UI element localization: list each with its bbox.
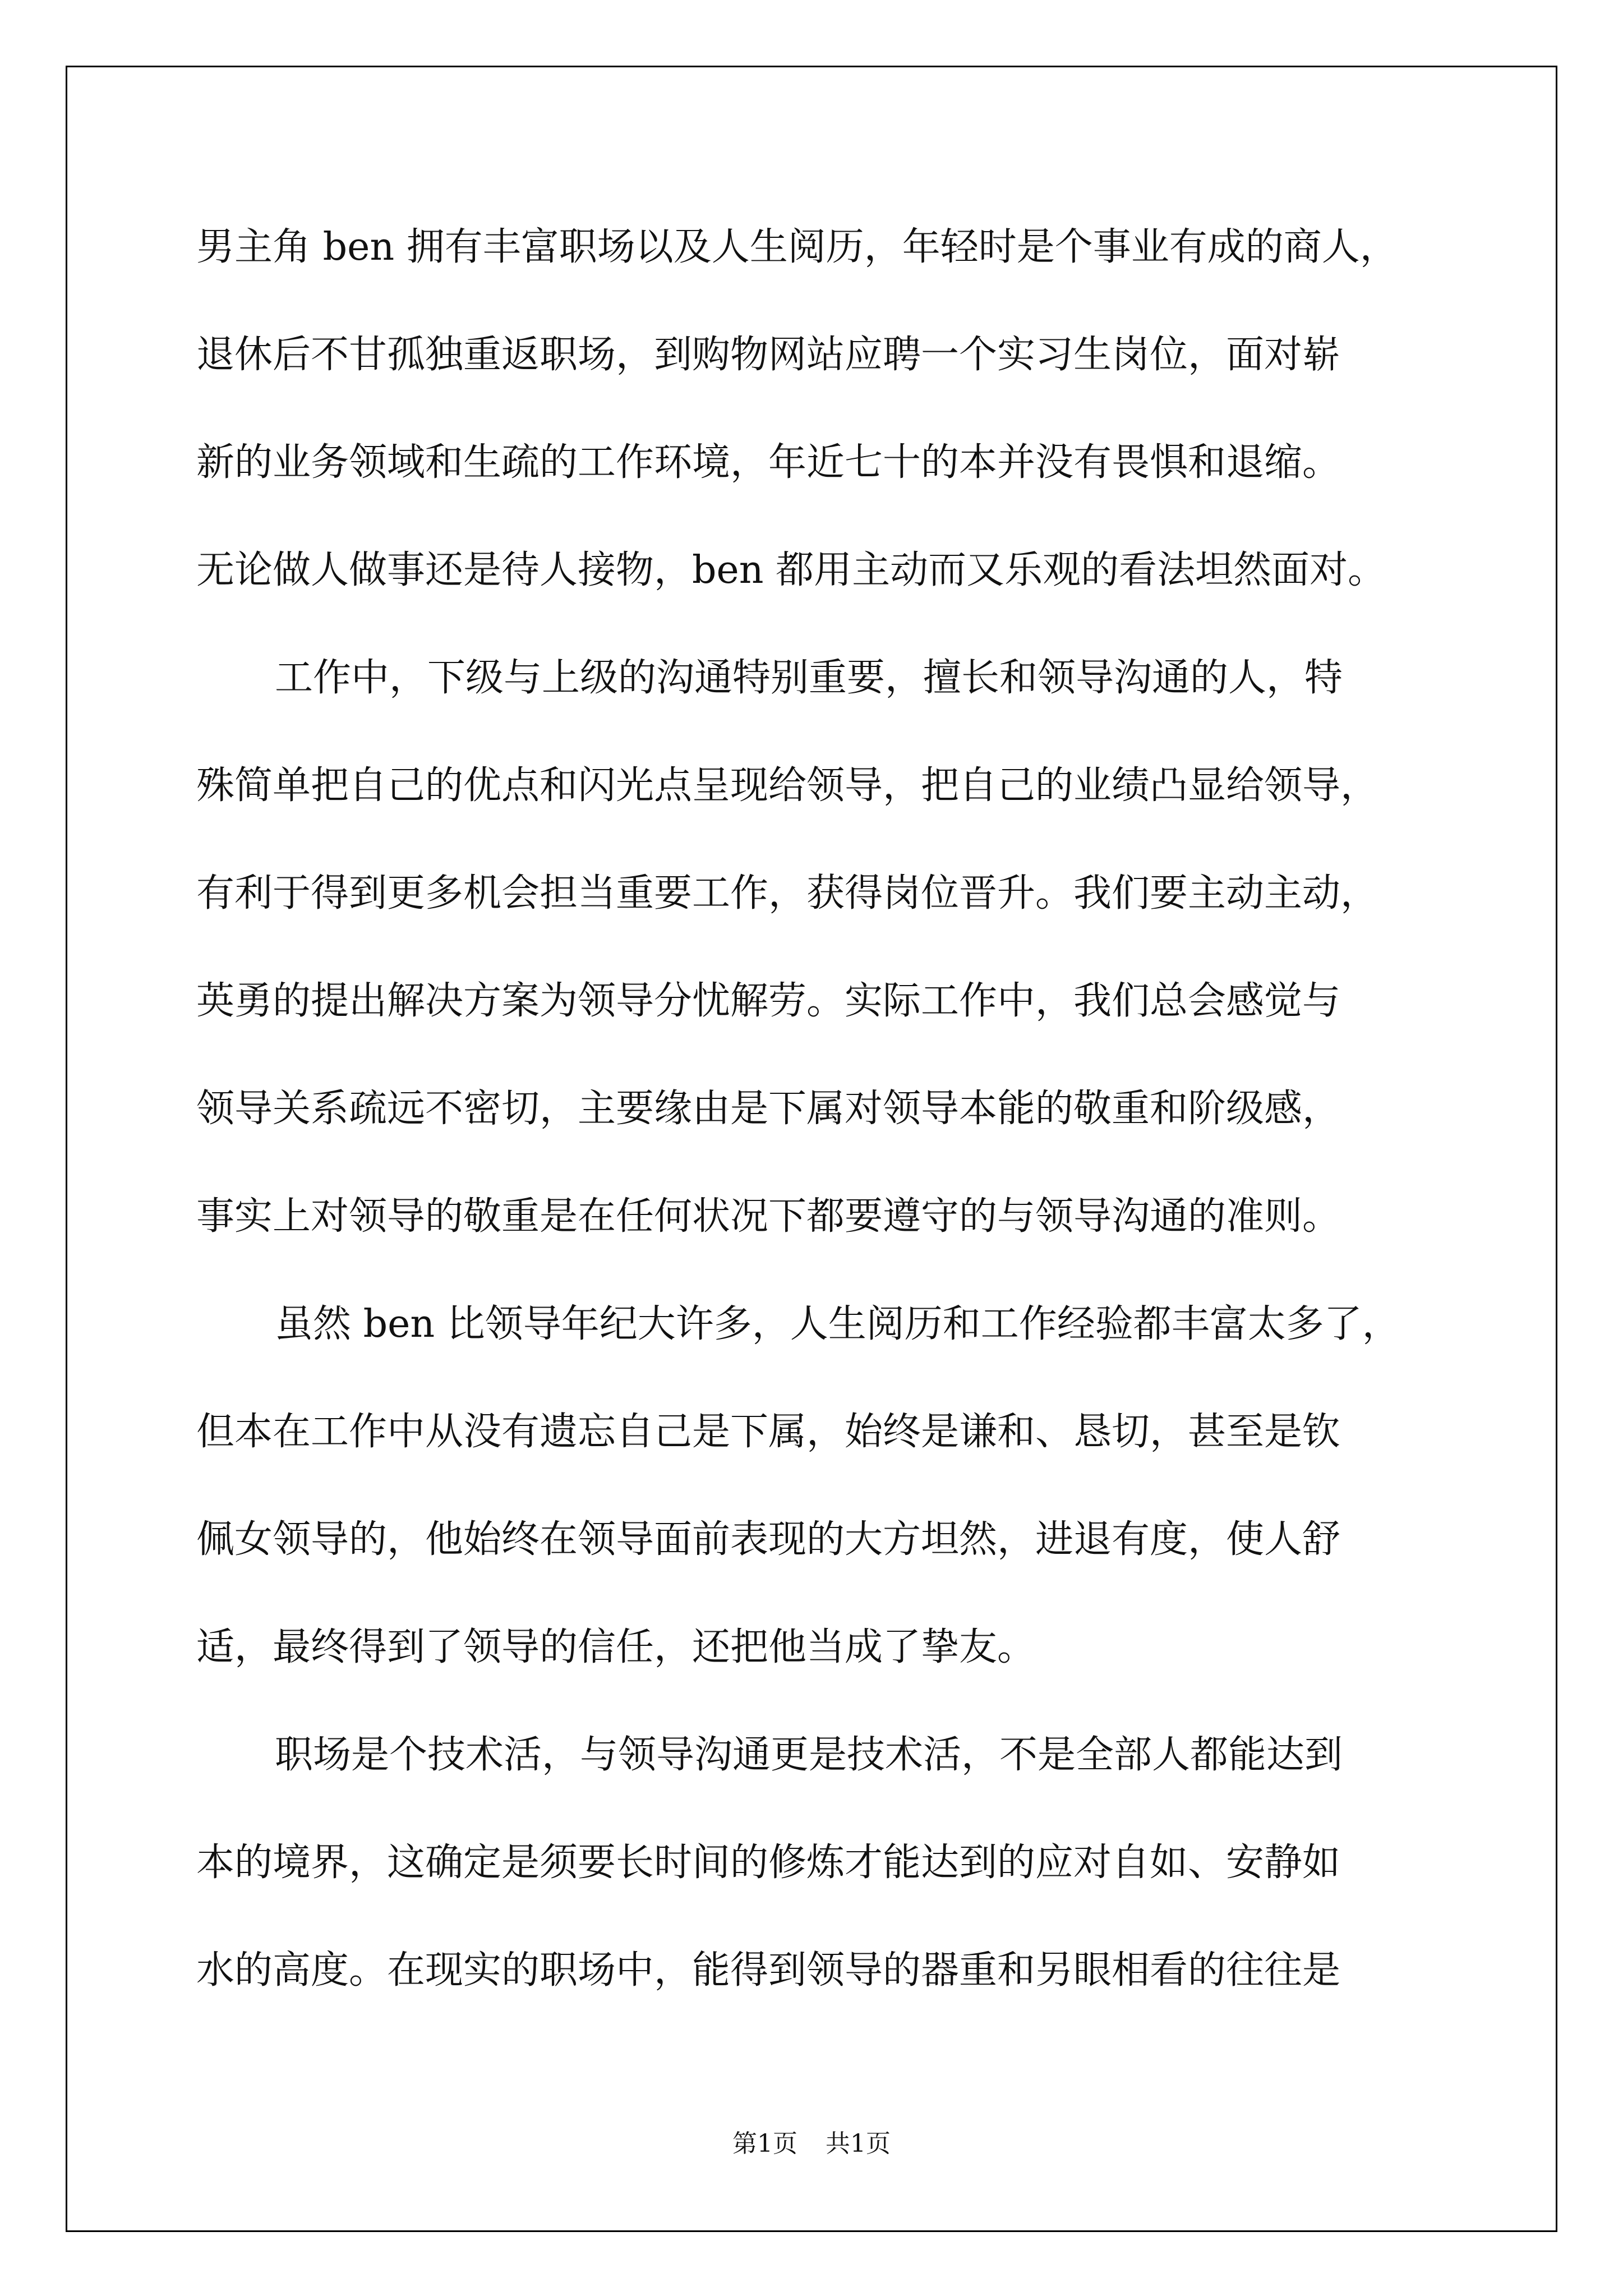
paragraph-start-line: 职场是个技术活，与领导沟通更是技术活，不是全部人都能达到	[275, 1733, 1343, 1777]
paragraph-start-line: 虽然 ben 比领导年纪大许多，人生阅历和工作经验都丰富太多了，	[275, 1302, 1400, 1346]
text-line: 本的境界，这确定是须要长时间的修炼才能达到的应对自如、安静如	[196, 1841, 1341, 1885]
text-line: 领导关系疏远不密切，主要缘由是下属对领导本能的敬重和阶级感，	[196, 1087, 1341, 1131]
paragraph-start-line: 工作中，下级与上级的沟通特别重要，擅长和领导沟通的人，特	[275, 656, 1343, 700]
text-line: 无论做人做事还是待人接物，ben 都用主动而又乐观的看法坦然面对。	[196, 548, 1386, 592]
page-number: 第1页	[732, 2129, 797, 2158]
text-line: 有利于得到更多机会担当重要工作，获得岗位晋升。我们要主动主动，	[196, 871, 1379, 915]
page-footer	[0, 2123, 1623, 2159]
page-total: 共1页	[826, 2129, 891, 2158]
text-line: 退休后不甘孤独重返职场，到购物网站应聘一个实习生岗位，面对崭	[196, 333, 1341, 377]
text-line: 但本在工作中从没有遗忘自己是下属，始终是谦和、恳切，甚至是钦	[196, 1410, 1341, 1454]
text-line: 男主角 ben 拥有丰富职场以及人生阅历，年轻时是个事业有成的商人，	[196, 225, 1398, 269]
text-line: 新的业务领域和生疏的工作环境，年近七十的本并没有畏惧和退缩。	[196, 440, 1341, 485]
text-line: 英勇的提出解决方案为领导分忧解劳。实际工作中，我们总会感觉与	[196, 979, 1341, 1023]
text-line: 事实上对领导的敬重是在任何状况下都要遵守的与领导沟通的准则。	[196, 1194, 1341, 1239]
text-line: 佩女领导的，他始终在领导面前表现的大方坦然，进退有度，使人舒	[196, 1517, 1341, 1562]
text-line: 适，最终得到了领导的信任，还把他当成了挚友。	[196, 1625, 1036, 1669]
text-line: 殊简单把自己的优点和闪光点呈现给领导，把自己的业绩凸显给领导，	[196, 763, 1379, 808]
document-body	[196, 194, 1453, 2024]
text-line: 水的高度。在现实的职场中，能得到领导的器重和另眼相看的往往是	[196, 1948, 1341, 1993]
